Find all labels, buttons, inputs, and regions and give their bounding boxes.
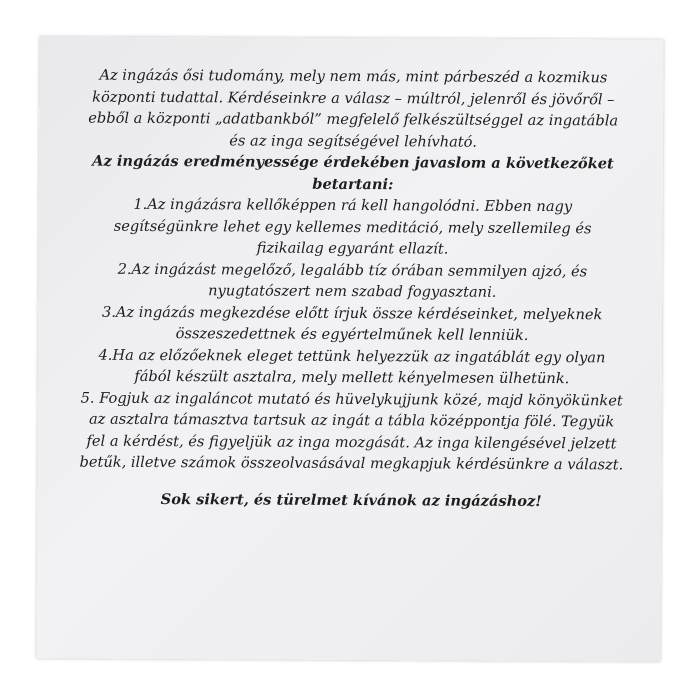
intro-paragraph: Az ingázás ősi tudomány, mely nem más, mint párbeszéd a kozmikus központi tudattal. Kérdéseinkre a válasz – múltról, jelenről és jövőről – ebből a központi „adatbankból” megfelelő felkészültséggel az ingatábla és az inga segítségével lehívható. — [88, 66, 619, 151]
instruction-item-4: 4.Ha az előzőeknek eleget tettünk helyezzük az ingatáblát egy olyan fából készült asztalra, mely mellett kényelmesen ülhetünk. — [98, 346, 606, 388]
instruction-item-3: 3.Az ingázás megkezdése előtt írjuk össze kérdéseinket, melyeknek összeszedettnek és egyértelműnek kell lenniük. — [101, 303, 603, 344]
instructions-heading: Az ingázás eredményessége érdekében javaslom a következőket betartani: — [92, 152, 614, 193]
card-text — [77, 65, 627, 513]
instruction-item-5: 5. Fogjuk az ingaláncot mutató és hüvelykujjunk közé, majd könyökünket az asztalra támasztva tartsuk az ingát a tábla középpontja fölé. Tegyük fel a kérdést, és figyeljük az inga mozgását. Az inga kilengésével jelzett betűk, illetve számok összeolvasásával megkapjuk kérdésünkre a választ. — [79, 389, 624, 474]
instruction-card — [36, 36, 663, 661]
closing-line: Sok sikert, és türelmet kívánok az ingázáshoz! — [160, 490, 542, 510]
instruction-item-2: 2.Az ingázást megelőző, legalább tíz órában semmilyen ajzó, és nyugtatószert nem szabad fogyasztani. — [117, 260, 588, 301]
instruction-item-1: 1.Az ingázásra kellőképpen rá kell hangolódni. Ebben nagy segítségünkre lehet egy kellemes meditáció, mely szellemileg és fizikailag egyaránt ellazít. — [113, 195, 592, 258]
